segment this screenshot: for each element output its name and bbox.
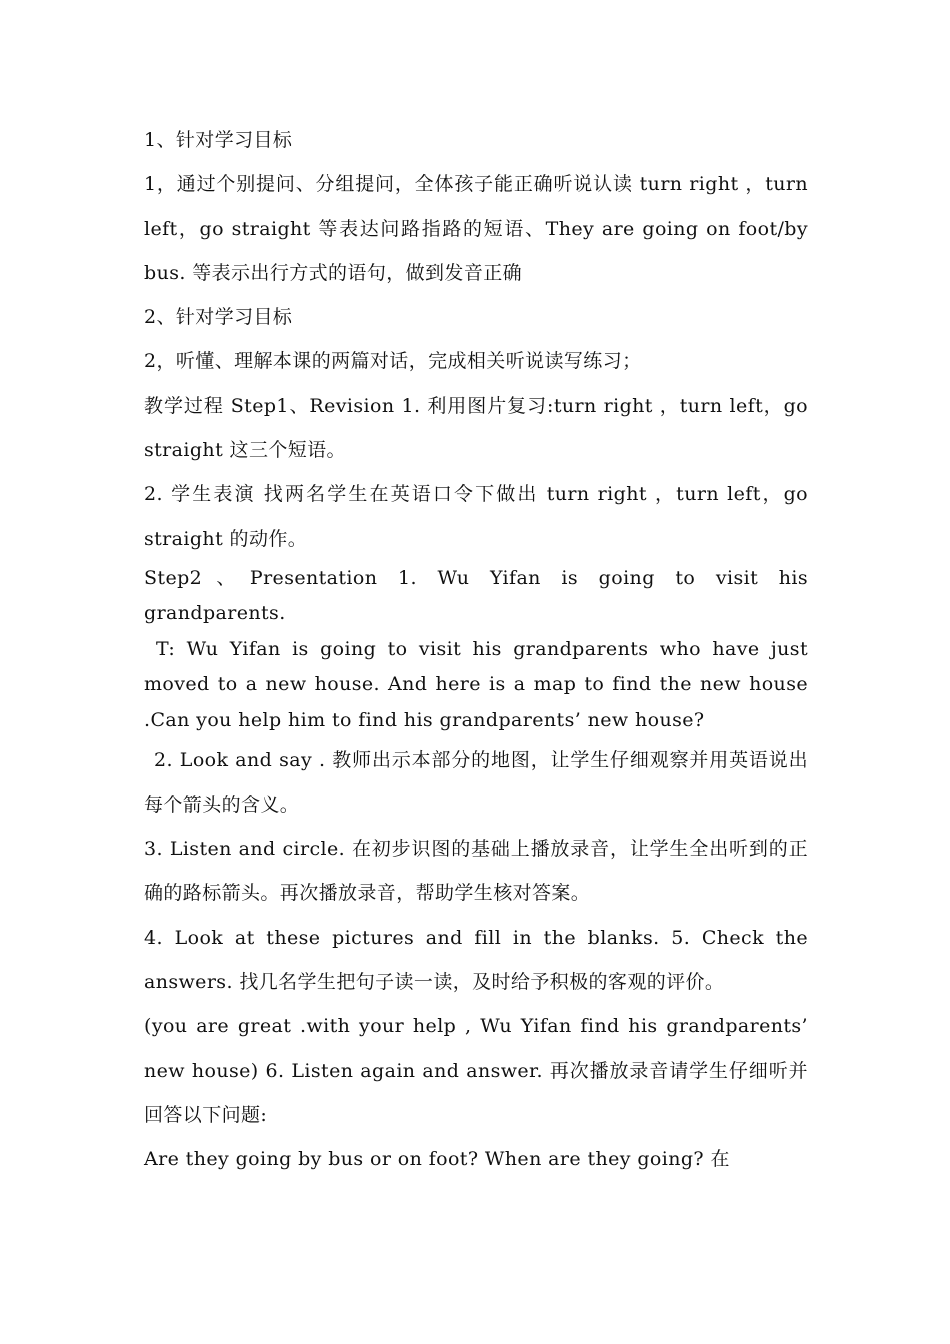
heading-objective-2: 2、针对学习目标 [144, 306, 293, 329]
paragraph-teacher-talk: T: Wu Yifan is going to visit his grandparents who have just moved to a new house. And here is a map to find the new house .Can you help him to find his grandparents’ new house? [144, 637, 808, 731]
paragraph-listen-again: (you are great .with your help , Wu Yifan find his grandparents’ new house) 6. Listen again and answer. 再次播放录音请学生仔细听并回答以下问题: [144, 1015, 808, 1126]
heading-objective-1: 1、针对学习目标 [144, 129, 293, 151]
paragraph-revision: 教学过程 Step1、Revision 1. 利用图片复习:turn right ，turn left，go straight 这三个短语。 [144, 394, 808, 462]
paragraph-questions: Are they going by bus or on foot? When are they going? 在 [144, 1148, 730, 1171]
paragraph-look-and-say: 2. Look and say . 教师出示本部分的地图，让学生仔细观察并用英语说出每个箭头的含义。 [144, 749, 808, 816]
document-body [144, 118, 808, 1181]
paragraph-objective-2: 2，听懂、理解本课的两篇对话，完成相关听说读写练习； [144, 350, 642, 373]
paragraph-fill-blanks: 4. Look at these pictures and fill in the blanks. 5. Check the answers. 找几名学生把句子读一读，及时给予积极的客观的评价。 [144, 926, 808, 993]
paragraph-objective-1: 1，通过个别提问、分组提问，全体孩子能正确听说认读 turn right ，turn left，go straight 等表达问路指路的短语、They are going on foot/by bus. 等表示出行方式的语句，做到发音正确 [144, 173, 808, 284]
paragraph-student-performance: 2. 学生表演 找两名学生在英语口令下做出 turn right ，turn left，go straight 的动作。 [144, 483, 808, 550]
paragraph-listen-and-circle: 3. Listen and circle. 在初步识图的基础上播放录音，让学生全出听到的正确的路标箭头。再次播放录音，帮助学生核对答案。 [144, 838, 808, 905]
paragraph-presentation: Step2、Presentation 1. Wu Yifan is going to visit his grandparents. [144, 566, 808, 625]
